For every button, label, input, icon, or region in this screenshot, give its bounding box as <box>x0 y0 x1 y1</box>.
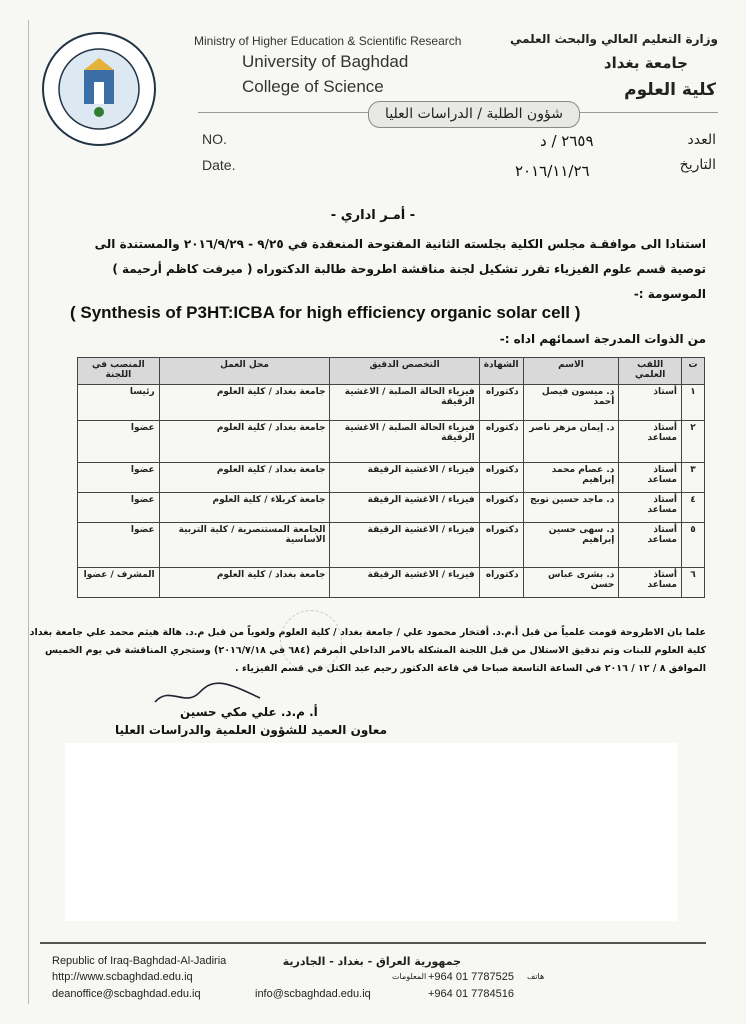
cell-position: رئيسا <box>78 385 160 421</box>
redacted-area <box>65 743 677 921</box>
cell-position: عضوا <box>78 421 160 463</box>
cell-workplace: الجامعة المستنصرية / كلية التربية الاساسية <box>159 523 330 568</box>
cell-rank: أستاذ مساعد <box>619 568 682 598</box>
cell-workplace: جامعة بغداد / كلية العلوم <box>159 568 330 598</box>
date-label-ar: التاريخ <box>679 157 716 173</box>
margin-line <box>28 20 29 1004</box>
ministry-ar: وزارة التعليم العالي والبحث العلمي <box>509 32 718 46</box>
college-en: College of Science <box>242 77 384 96</box>
order-title: - أمـر اداري - <box>330 208 416 223</box>
table-row <box>78 463 705 493</box>
paragraph-1: استنادا الى موافقـة مجلس الكلية بجلسته الثانية المفتوحة المنعقدة في ٩/٢٥ - ٢٠١٦/٩/٢٩ والمستندة الى <box>94 237 706 251</box>
thesis-title: ( Synthesis of P3HT:ICBA for high efficiency organic solar cell ) <box>70 303 581 322</box>
table-row <box>78 421 705 463</box>
cell-name: د. ماجد حسين تويج <box>523 493 619 523</box>
faded-stamp <box>280 610 342 672</box>
date-value: ٢٠١٦/١١/٢٦ <box>515 162 590 180</box>
footer-address-en: Republic of Iraq-Baghdad-Al-Jadiria <box>52 955 227 967</box>
cell-position: عضوا <box>78 463 160 493</box>
ministry-en: Ministry of Higher Education & Scientific Research <box>194 34 462 48</box>
cell-number: ٣ <box>682 463 705 493</box>
header-rank: اللقب العلمي <box>619 358 682 385</box>
table-row <box>78 523 705 568</box>
footer-info-label: المعلومات <box>392 972 427 981</box>
cell-position: المشرف / عضوا <box>78 568 160 598</box>
cell-rank: أستاذ مساعد <box>619 493 682 523</box>
cell-specialty: فيزياء / الاغشية الرقيقة <box>330 568 479 598</box>
cell-number: ٢ <box>682 421 705 463</box>
footer-email-dean[interactable]: deanoffice@scbaghdad.edu.iq <box>52 988 201 1000</box>
cell-number: ٦ <box>682 568 705 598</box>
cell-degree: دكتوراه <box>479 385 523 421</box>
cell-name: د. إيمان مزهر ناصر <box>523 421 619 463</box>
cell-specialty: فيزياء / الاغشية الرقيقة <box>330 523 479 568</box>
header-position: المنصب في اللجنة <box>78 358 160 385</box>
members-intro: من الذوات المدرجة اسمائهم اداه :- <box>499 332 706 346</box>
footer-website[interactable]: http://www.scbaghdad.edu.iq <box>52 971 193 983</box>
note-line-2: كلية العلوم للبنات وتم تدقيق الاستلال من قبل اللجنة المشكلة بالامر الداخلي المرقم (٦٨٤ في ٢٠١٦/٧/١٨) وستجري المناقشة في يوم الخميس <box>44 645 706 656</box>
cell-rank: أستاذ مساعد <box>619 421 682 463</box>
college-ar: كلية العلوم <box>624 80 716 100</box>
cell-name: د. بشرى عباس حسن <box>523 568 619 598</box>
cell-degree: دكتوراه <box>479 523 523 568</box>
footer-phone-1: +964 01 7787525 <box>428 971 514 983</box>
cell-name: د. عصام محمد إبراهيم <box>523 463 619 493</box>
table-header-row <box>78 358 705 385</box>
header-degree: الشهادة <box>479 358 523 385</box>
number-label-ar: العدد <box>687 132 716 148</box>
cell-specialty: فيزياء / الاغشية الرقيقة <box>330 493 479 523</box>
cell-workplace: جامعة كربلاء / كلية العلوم <box>159 493 330 523</box>
cell-name: د. ميسون فيصل أحمد <box>523 385 619 421</box>
cell-name: د. سهى حسين إبراهيم <box>523 523 619 568</box>
footer-divider <box>40 942 706 944</box>
cell-workplace: جامعة بغداد / كلية العلوم <box>159 421 330 463</box>
note-line-1: علما بان الاطروحة قومت علمياً من قبل أ.م.د. أفتخار محمود علي / جامعة بغداد / كلية العلوم ولغوياً من قبل م.د. هالة هيثم محمد علي جامعة بغداد <box>29 627 706 638</box>
cell-number: ١ <box>682 385 705 421</box>
footer-phone-label: هاتف <box>527 972 545 981</box>
header-name: الاسم <box>523 358 619 385</box>
cell-rank: أستاذ مساعد <box>619 463 682 493</box>
cell-workplace: جامعة بغداد / كلية العلوم <box>159 463 330 493</box>
university-ar: جامعة بغداد <box>603 54 688 72</box>
table-row <box>78 493 705 523</box>
cell-degree: دكتوراه <box>479 493 523 523</box>
cell-number: ٤ <box>682 493 705 523</box>
header-specialty: التخصص الدقيق <box>330 358 479 385</box>
cell-degree: دكتوراه <box>479 421 523 463</box>
note-line-3: الموافق ٨ / ١٢ / ٢٠١٦ في الساعة التاسعة صباحا في قاعة الدكتور رحيم عبد الكتل في قسم الفيزياء . <box>235 663 706 674</box>
cell-position: عضوا <box>78 493 160 523</box>
date-label: Date. <box>202 157 236 173</box>
cell-degree: دكتوراه <box>479 568 523 598</box>
footer-address-ar: جمهورية العراق - بغداد - الجادرية <box>282 955 461 968</box>
footer-phone-2: +964 01 7784516 <box>428 988 514 1000</box>
committee-table <box>77 357 705 598</box>
signatory-name: أ. م.د. علي مكي حسين <box>180 705 318 719</box>
cell-rank: أستاذ مساعد <box>619 523 682 568</box>
table-row <box>78 568 705 598</box>
department-label: شؤون الطلبة / الدراسات العليا <box>368 101 580 128</box>
cell-specialty: فيزياء / الاغشية الرقيقة <box>330 463 479 493</box>
cell-rank: أستاذ <box>619 385 682 421</box>
header-number: ت <box>682 358 705 385</box>
cell-degree: دكتوراه <box>479 463 523 493</box>
paragraph-2: توصية قسم علوم الفيزياء تقرر تشكيل لجنة مناقشة اطروحة طالبة الدكتوراه ( ميرفت كاظم أرحيمة ) <box>112 262 706 276</box>
paragraph-3: الموسومة :- <box>633 287 706 301</box>
footer-email-info[interactable]: info@scbaghdad.edu.iq <box>255 988 371 1000</box>
table-row <box>78 385 705 421</box>
university-en: University of Baghdad <box>242 52 409 71</box>
number-label: NO. <box>202 131 227 147</box>
cell-position: عضوا <box>78 523 160 568</box>
cell-specialty: فيزياء الحالة الصلبة / الاغشية الرقيقة <box>330 421 479 463</box>
university-logo <box>40 30 158 148</box>
cell-specialty: فيزياء الحالة الصلبة / الاغشية الرقيقة <box>330 385 479 421</box>
number-value: ٢٦٥٩ / د <box>540 132 594 150</box>
signatory-title: معاون العميد للشؤون العلمية والدراسات العليا <box>115 723 388 737</box>
cell-number: ٥ <box>682 523 705 568</box>
cell-workplace: جامعة بغداد / كلية العلوم <box>159 385 330 421</box>
header-workplace: محل العمل <box>159 358 330 385</box>
